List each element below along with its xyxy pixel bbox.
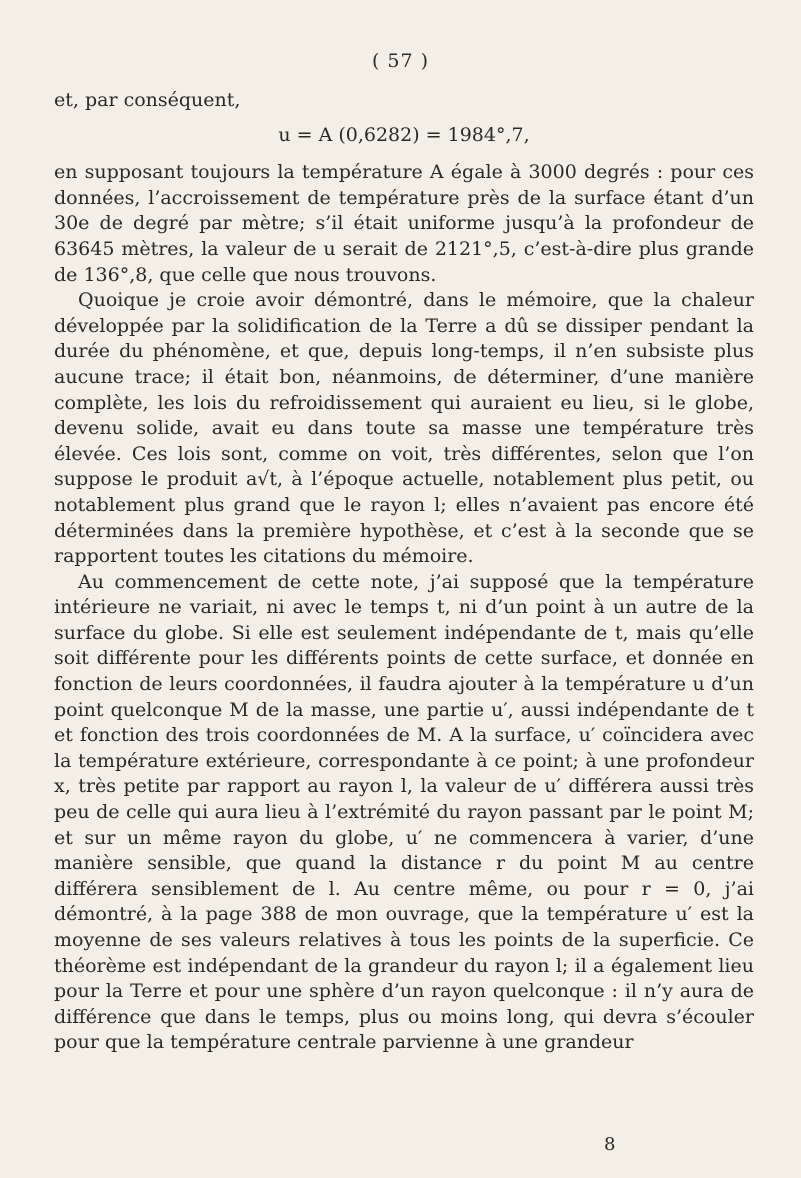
paragraph-3: Au commencement de cette note, j’ai supposé que la température intérieure ne variait, ni avec le temps t, ni d’un point à un autre de la surface du globe. Si elle est seulement indépendante de t, mais qu’elle soit différente pour les différents points de cette surface, et donnée en fonction de leurs coordonnées, il faudra ajouter à la température u d’un point quelconque M de la masse, une partie u′, aussi indépendante de t et fonction des trois coordonnées de M. A la surface, u′ coïncidera avec la température extérieure, correspondante à ce point; à une profondeur x, très petite par rapport au rayon l, la valeur de u′ différera aussi très peu de celle qui aura lieu à l’extrémité du rayon passant par le point M; et sur un même rayon du globe, u′ ne commencera à varier, d’une manière sensible, que quand la distance r du point M au centre différera sensiblement de l. Au centre même, ou pour r = 0, j’ai démontré, à la page 388 de mon ouvrage, que la température u′ est la moyenne de ses valeurs relatives à tous les points de la superficie. Ce théorème est indépendant de la grandeur du rayon l; il a également lieu pour la Terre et pour une sphère d’un rayon quelconque : il n’y aura de différence que dans le temps, plus ou moins long, qui devra s’écouler pour que la température centrale parvienne à une grandeur [54, 570, 754, 1054]
paragraph-lead: et, par conséquent, [54, 89, 241, 111]
paragraph-2: Quoique je croie avoir démontré, dans le mémoire, que la chaleur développée par la solidification de la Terre a dû se dissiper pendant la durée du phénomène, et que, depuis long-temps, il n’en subsiste plus aucune trace; il était bon, néanmoins, de déterminer, d’une manière complète, les lois du refroidissement qui auraient eu lieu, si le globe, devenu solide, avait eu dans toute sa masse une température très élevée. Ces lois sont, comme on voit, très différentes, selon que l’on suppose le produit a√t, à l’époque actuelle, notablement plus petit, ou notablement plus grand que le rayon l; elles n’avaient pas encore été déterminées dans la première hypothèse, et c’est à la seconde que se rapportent toutes les citations du mémoire. [54, 289, 754, 568]
page-number: ( 57 ) [371, 50, 430, 72]
paragraph-1: en supposant toujours la température A égale à 3000 degrés : pour ces données, l’accroissement de température près de la surface étant d’un 30e de degré par mètre; s’il était uniforme jusqu’à la profondeur de 63645 mètres, la valeur de u serait de 2121°,5, c’est-à-dire plus grande de 136°,8, que celle que nous trouvons. [54, 161, 754, 286]
signature-mark: 8 [604, 1134, 616, 1155]
body-text [54, 88, 754, 1056]
formula: u = A (0,6282) = 1984°,7, [278, 123, 530, 146]
